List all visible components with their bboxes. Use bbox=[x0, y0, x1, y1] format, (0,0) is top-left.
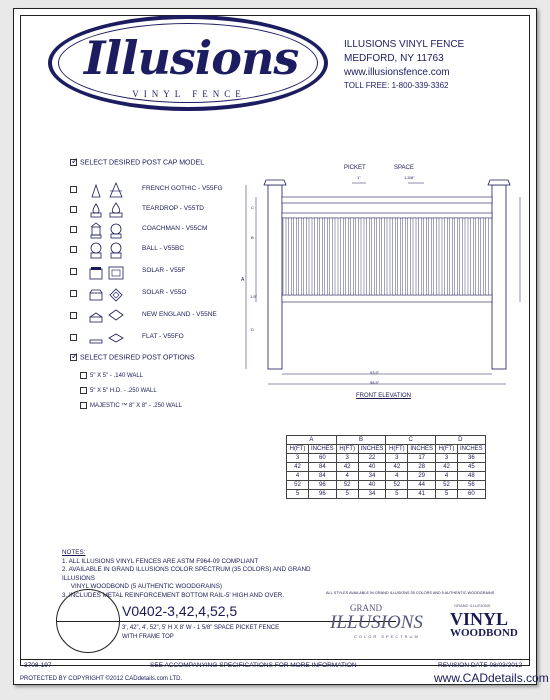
cap-label: FRENCH GOTHIC - V55FG bbox=[142, 185, 223, 192]
table-group-header: D bbox=[436, 436, 486, 445]
post-option-label: 5" X 5" - .140 WALL bbox=[90, 373, 144, 380]
note-line: VINYL WOODBOND (5 AUTHENTIC WOODGRAINS) bbox=[62, 583, 222, 591]
fence-picket bbox=[413, 218, 416, 295]
table-subheader: INCHES bbox=[309, 445, 337, 454]
left-post bbox=[268, 185, 282, 369]
fence-picket bbox=[330, 218, 333, 295]
fence-elevation-drawing bbox=[234, 169, 524, 399]
post-option-label: 5" X 5" H.D. - .250 WALL bbox=[90, 388, 157, 395]
post-option-label: MAJESTIC ™ 8" X 8" - .250 WALL bbox=[90, 403, 183, 410]
fence-picket bbox=[444, 218, 447, 295]
table-cell: 4 bbox=[386, 472, 408, 481]
front-elevation-caption: FRONT ELEVATION bbox=[356, 393, 412, 399]
fence-picket bbox=[403, 218, 406, 295]
note-line: 2. AVAILABLE IN GRAND ILLUSIONS COLOR SPECTRUM (35 COLORS) AND GRAND ILLUSIONS bbox=[62, 566, 311, 582]
table-cell: 5 bbox=[287, 490, 309, 499]
fence-picket bbox=[434, 218, 437, 295]
table-cell: 42 bbox=[386, 463, 408, 472]
table-row bbox=[287, 481, 486, 490]
fence-picket bbox=[449, 218, 452, 295]
french-gothic-cap-icon bbox=[88, 181, 132, 199]
checkbox[interactable] bbox=[70, 246, 77, 253]
table-cell: 4 bbox=[336, 472, 358, 481]
right-post bbox=[492, 185, 506, 369]
space-dim: 1-5/8" bbox=[404, 175, 415, 180]
checkbox[interactable] bbox=[70, 206, 77, 213]
fence-picket bbox=[325, 218, 328, 295]
cap-label: NEW ENGLAND - V55NE bbox=[142, 311, 217, 318]
table-cell: 22 bbox=[358, 454, 386, 463]
table-cell: 52 bbox=[336, 481, 358, 490]
mid-rail bbox=[282, 213, 492, 218]
table-group-header: B bbox=[336, 436, 386, 445]
table-cell: 40 bbox=[358, 481, 386, 490]
left-post-cap bbox=[264, 180, 286, 185]
grand-logo-main: ILLUSIONS bbox=[330, 612, 423, 633]
fence-picket bbox=[314, 218, 317, 295]
company-name: ILLUSIONS VINYL FENCE bbox=[344, 39, 465, 50]
fence-picket bbox=[299, 218, 302, 295]
checkbox[interactable] bbox=[70, 312, 77, 319]
logo-subtitle: VINYL FENCE bbox=[132, 89, 246, 99]
fence-picket bbox=[377, 218, 380, 295]
fence-picket bbox=[283, 218, 286, 295]
model-description-1: 3', 42", 4', 52", 5' H X 8' W - 1 5/8" SPACE PICKET FENCE bbox=[122, 625, 280, 631]
table-subheader: INCHES bbox=[358, 445, 386, 454]
table-cell: 17 bbox=[408, 454, 436, 463]
post-options-heading bbox=[70, 351, 195, 362]
table-cell: 28 bbox=[408, 463, 436, 472]
table-cell: 5 bbox=[436, 490, 458, 499]
table-cell: 96 bbox=[309, 490, 337, 499]
dim-15-label: 1.5" bbox=[250, 294, 257, 299]
checkbox[interactable] bbox=[80, 402, 87, 409]
table-cell: 52 bbox=[287, 481, 309, 490]
fence-picket bbox=[335, 218, 338, 295]
table-cell: 44 bbox=[408, 481, 436, 490]
picket-dim: 1" bbox=[357, 175, 361, 180]
table-cell: 29 bbox=[408, 472, 436, 481]
fence-picket bbox=[481, 218, 484, 295]
fence-picket bbox=[288, 218, 291, 295]
model-number: V0402-3,42,4,52,5 bbox=[122, 603, 238, 619]
post-cap-heading bbox=[70, 156, 205, 167]
dimension-table bbox=[286, 435, 486, 499]
specs-note: SEE ACCOMPANYING SPECIFICATIONS FOR MORE INFORMATION bbox=[150, 662, 357, 669]
fence-picket bbox=[455, 218, 458, 295]
height-dim-label: A bbox=[241, 277, 245, 283]
fence-picket bbox=[470, 218, 473, 295]
brands-tagline: ALL STYLES AVAILABLE IN GRAND ILLUSIONS 35 COLORS AND 5 AUTHENTIC WOODGRAINS bbox=[326, 591, 495, 595]
company-city: MEDFORD, NY 11763 bbox=[344, 53, 444, 64]
checkbox[interactable] bbox=[80, 387, 87, 394]
notes-heading: NOTES: bbox=[62, 549, 86, 556]
fence-picket bbox=[387, 218, 390, 295]
copyright: PROTECTED BY COPYRIGHT ©2012 CADdetails.com LTD. bbox=[20, 676, 183, 682]
fence-picket bbox=[418, 218, 421, 295]
top-rail bbox=[282, 197, 492, 203]
post-cap-heading-label: SELECT DESIRED POST CAP MODEL bbox=[80, 159, 205, 167]
fence-picket bbox=[293, 218, 296, 295]
revision-date: REVISION DATE 08/03/2012 bbox=[438, 662, 523, 669]
dim-c-label: C bbox=[251, 205, 254, 210]
fence-picket bbox=[304, 218, 307, 295]
table-cell: 40 bbox=[358, 463, 386, 472]
solar-o-cap-icon bbox=[88, 285, 132, 303]
fence-picket bbox=[361, 218, 364, 295]
vinyl-logo-sub: WOODBOND bbox=[450, 627, 518, 639]
right-post-cap bbox=[488, 180, 510, 185]
table-cell: 36 bbox=[458, 454, 486, 463]
table-subheader: INCHES bbox=[408, 445, 436, 454]
cap-label: FLAT - V55FO bbox=[142, 333, 184, 340]
cap-label: COACHMAN - V55CM bbox=[142, 225, 208, 232]
coachman-cap-icon bbox=[88, 221, 132, 239]
teardrop-cap-icon bbox=[88, 201, 132, 219]
cap-label: SOLAR - V55F bbox=[142, 267, 186, 274]
table-row bbox=[287, 454, 486, 463]
cap-label: TEARDROP - V55TD bbox=[142, 205, 205, 212]
table-cell: 96 bbox=[309, 481, 337, 490]
space-label: SPACE bbox=[394, 165, 414, 171]
table-row bbox=[287, 490, 486, 499]
table-cell: 52 bbox=[386, 481, 408, 490]
checkbox[interactable] bbox=[70, 334, 77, 341]
table-cell: 42 bbox=[287, 463, 309, 472]
fence-picket bbox=[356, 218, 359, 295]
table-cell: 60 bbox=[458, 490, 486, 499]
table-cell: 42 bbox=[336, 463, 358, 472]
vinyl-logo-top: GRAND ILLUSIONS bbox=[454, 603, 491, 608]
table-cell: 41 bbox=[408, 490, 436, 499]
caddetails-link[interactable]: www.CADdetails.com bbox=[434, 671, 549, 685]
solar-cap-icon bbox=[88, 263, 132, 281]
footer-rule bbox=[20, 659, 530, 660]
table-cell: 84 bbox=[309, 472, 337, 481]
fence-picket bbox=[319, 218, 322, 295]
checkbox[interactable] bbox=[70, 186, 77, 193]
table-group-header: A bbox=[287, 436, 337, 445]
table-subheader: H(FT) bbox=[287, 445, 309, 454]
table-cell: 5 bbox=[336, 490, 358, 499]
cap-label: BALL - V55BC bbox=[142, 245, 185, 252]
table-cell: 45 bbox=[458, 463, 486, 472]
checkbox[interactable] bbox=[70, 268, 77, 275]
table-subheader: H(FT) bbox=[436, 445, 458, 454]
cap-label: SOLAR - V55O bbox=[142, 289, 187, 296]
logo-wordmark: Illusions bbox=[84, 31, 299, 85]
grand-logo-top: GRAND bbox=[350, 603, 383, 613]
fence-picket bbox=[465, 218, 468, 295]
fence-picket bbox=[371, 218, 374, 295]
fence-picket bbox=[429, 218, 432, 295]
fence-picket bbox=[475, 218, 478, 295]
table-subheader-row bbox=[287, 445, 486, 454]
fence-picket bbox=[460, 218, 463, 295]
post-option-item[interactable] bbox=[80, 402, 182, 409]
table-group-header: C bbox=[386, 436, 436, 445]
outer-width-label: 98.5" bbox=[370, 380, 380, 385]
fence-picket bbox=[439, 218, 442, 295]
fence-picket bbox=[423, 218, 426, 295]
table-cell: 42 bbox=[436, 463, 458, 472]
table-cell: 34 bbox=[358, 472, 386, 481]
table-cell: 3 bbox=[436, 454, 458, 463]
pickets bbox=[283, 218, 489, 295]
table-cell: 52 bbox=[436, 481, 458, 490]
table-cell: 56 bbox=[458, 481, 486, 490]
fence-picket bbox=[382, 218, 385, 295]
dim-d-label: D bbox=[251, 327, 254, 332]
new-england-cap-icon bbox=[88, 307, 132, 325]
table-cell: 48 bbox=[458, 472, 486, 481]
vinyl-logo-main: VINYL bbox=[450, 609, 509, 629]
fence-picket bbox=[340, 218, 343, 295]
post-option-item[interactable] bbox=[80, 387, 157, 394]
fence-picket bbox=[351, 218, 354, 295]
post-options-checkbox[interactable]: ✓ bbox=[71, 351, 79, 361]
table-cell: 4 bbox=[436, 472, 458, 481]
fence-picket bbox=[366, 218, 369, 295]
table-cell: 3 bbox=[287, 454, 309, 463]
fence-picket bbox=[486, 218, 489, 295]
post-options-heading-label: SELECT DESIRED POST OPTIONS bbox=[80, 354, 195, 362]
fence-picket bbox=[397, 218, 400, 295]
checkbox[interactable] bbox=[80, 372, 87, 379]
checkbox[interactable] bbox=[70, 226, 77, 233]
ball-cap-icon bbox=[88, 241, 132, 259]
table-cell: 3 bbox=[386, 454, 408, 463]
picket-label: PICKET bbox=[344, 165, 366, 171]
fence-picket bbox=[309, 218, 312, 295]
table-row bbox=[287, 463, 486, 472]
drawing-sheet bbox=[13, 8, 549, 685]
table-cell: 3 bbox=[336, 454, 358, 463]
grand-logo-sub: COLOR SPECTRUM bbox=[354, 634, 420, 639]
note-line: 1. ALL ILLUSIONS VINYL FENCES ARE ASTM F964-09 COMPLIANT bbox=[62, 557, 259, 565]
table-cell: 84 bbox=[309, 463, 337, 472]
post-cap-checkbox[interactable]: ✓ bbox=[71, 156, 79, 166]
table-cell: 60 bbox=[309, 454, 337, 463]
company-website[interactable]: www.illusionsfence.com bbox=[344, 67, 450, 78]
table-subheader: H(FT) bbox=[336, 445, 358, 454]
table-cell: 4 bbox=[287, 472, 309, 481]
checkbox[interactable] bbox=[70, 290, 77, 297]
table-subheader: H(FT) bbox=[386, 445, 408, 454]
model-description-2: WITH FRAME TOP bbox=[122, 634, 174, 640]
table-group-header-row bbox=[287, 436, 486, 445]
fence-picket bbox=[408, 218, 411, 295]
company-phone: TOLL FREE: 1-800-339-3362 bbox=[344, 81, 449, 90]
inner-width-label: 93.5" bbox=[370, 370, 380, 375]
table-cell: 34 bbox=[358, 490, 386, 499]
dim-b-label: B bbox=[251, 235, 254, 240]
flat-cap-icon bbox=[88, 329, 132, 347]
drawing-code: 3708-197 bbox=[24, 662, 52, 669]
fence-picket bbox=[345, 218, 348, 295]
bottom-rail bbox=[282, 295, 492, 302]
fence-picket bbox=[392, 218, 395, 295]
table-row bbox=[287, 472, 486, 481]
table-subheader: INCHES bbox=[458, 445, 486, 454]
table-cell: 5 bbox=[386, 490, 408, 499]
note-line: 3. INCLUDES METAL REINFORCEMENT BOTTOM RAIL-5' HIGH AND OVER. bbox=[62, 591, 285, 599]
post-option-item[interactable] bbox=[80, 372, 143, 379]
